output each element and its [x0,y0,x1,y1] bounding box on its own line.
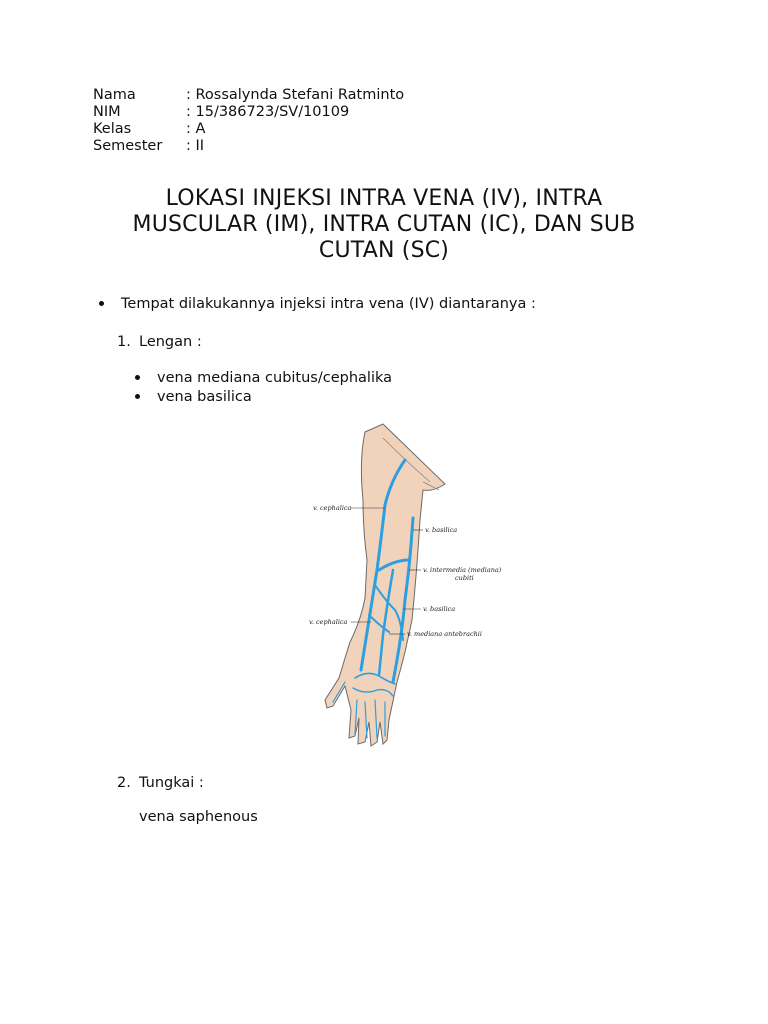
info-value: : Rossalynda Stefani Ratminto [186,87,405,103]
section-heading-lengan: Lengan : [139,334,202,350]
title-line: LOKASI INJEKSI INTRA VENA (IV), INTRA [165,186,603,211]
label-intermedia: v. intermedia (mediana) [423,566,502,574]
arm-outline [325,424,445,746]
intro-text: Tempat dilakukannya injeksi intra vena (IV) diantaranya : [121,296,536,312]
info-value: : 15/386723/SV/10109 [186,104,350,120]
label-basilica-upper: v. basilica [425,526,458,534]
arm-veins-illustration [305,420,520,760]
bullet-icon [135,375,140,380]
list-item: vena basilica [157,389,252,405]
section-heading-tungkai: Tungkai : [139,775,204,791]
title-line: MUSCULAR (IM), INTRA CUTAN (IC), DAN SUB [132,212,636,237]
info-value: : II [186,138,205,154]
info-label: NIM [93,104,121,120]
title-line: CUTAN (SC) [318,238,450,263]
label-cubiti: cubiti [455,574,474,582]
label-cephalica-upper: v. cephalica [313,504,352,512]
info-row-semester [93,138,404,155]
info-label: Nama [93,87,136,103]
section-body-saphenous: vena saphenous [139,809,258,825]
list-number: 1. [117,334,131,350]
list-item: vena mediana cubitus/cephalika [157,370,393,386]
list-number: 2. [117,775,131,791]
student-info [93,87,404,155]
bullet-icon [99,301,104,306]
document-title [100,186,668,264]
label-mediana: v. mediana antebrachii [407,630,482,638]
info-row-nim [93,104,404,121]
label-basilica-lower: v. basilica [423,605,456,613]
label-cephalica-lower: v. cephalica [309,618,348,626]
info-label: Kelas [93,121,132,137]
info-row-kelas [93,121,404,138]
info-row-nama [93,87,404,104]
bullet-icon [135,394,140,399]
info-label: Semester [93,138,163,154]
info-value: : A [186,121,206,137]
